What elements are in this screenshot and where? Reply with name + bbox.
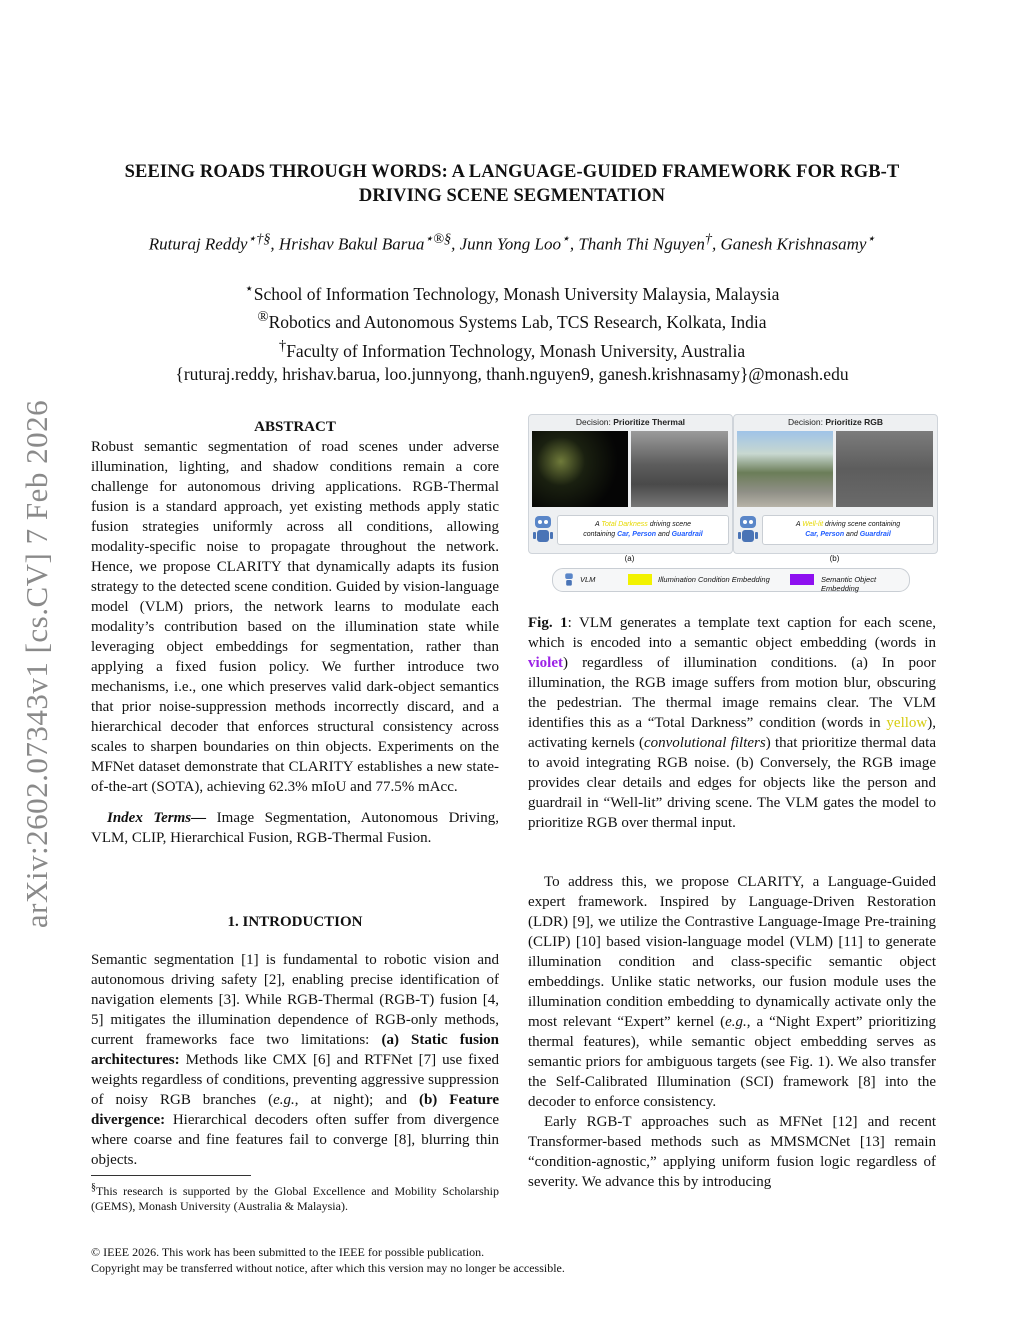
- footnote: [91, 1180, 499, 1214]
- cap-object-words: Guardrail: [859, 531, 891, 538]
- affil-mark: ⋆: [244, 281, 254, 297]
- fig-caption-text: [528, 613, 936, 833]
- cap-text: driving scene: [647, 521, 691, 528]
- footnote-mark: §: [91, 1182, 96, 1193]
- intro-bold: (a) Static fusion architectures:: [91, 1032, 499, 1068]
- author-affil-mark: ⋆: [560, 231, 570, 247]
- abstract-text: Robust semantic segmentation of road scenes under adverse illumination, lighting, and shadow conditions remain a core challenge for autonomous driving applications. RGB-Thermal fusion is a standard approach, yet existing methods apply static fusion strategies uniformly across all conditions, allowing modality-specific noise to propagate throughout the network. Hence, we propose CLARITY that dynamically adapts its fusion strategy to the detected scene condition. Guided by vision-language model (VLM) priors, the network learns to modulate each modality’s contribution based on the illumination state while leveraging object embeddings for segmentation, rather than applying a fixed fusion policy. We further introduce two mechanisms, i.e., one which preserves valid dark-object semantics that prior noise-suppression methods incorrectly discard, and a hierarchical decoder that enforces structural consistency across scales to sharpen boundaries on thin objects. Experiments on the MFNet dataset demonstrate that CLARITY establishes a new state-of-the-art (SOTA), achieving 62.3% mIoU and 77.5% mAcc.: [91, 439, 499, 795]
- fig-caption-part: ) regardless of illumination conditions. (a) In poor illumination, the RGB image suffers from motion blur, obscuring the pedestrian. The thermal image remains clear. The VLM identifies this as a “Total Darkness” condition (words in: [528, 655, 936, 731]
- index-terms-label: Index Terms—: [107, 810, 207, 826]
- fig-caption-violet: violet: [528, 655, 563, 671]
- rgb-night-image: [532, 431, 628, 507]
- affiliations: [60, 278, 964, 386]
- fig-caption-part: : VLM generates a template text caption for each scene, which is encoded into a semantic object embedding (words in: [528, 615, 936, 651]
- cap-text: and: [656, 531, 672, 538]
- cap-text: driving scene containing: [823, 521, 901, 528]
- body-paragraph: Early RGB-T approaches such as MFNet [12] and recent Transformer-based methods such as MMSMCNet [13] remain “condition-agnostic,” applying uniform fusion logic regardless of severity. We advance this by introducing: [528, 1114, 936, 1190]
- robot-icon: [563, 572, 575, 588]
- intro-bold: (b) Feature divergence:: [91, 1092, 499, 1128]
- panel-title-text: Decision:: [575, 417, 614, 427]
- panel-b-title: [734, 417, 937, 427]
- arxiv-stamp: [12, 380, 62, 948]
- body-text: To address this, we propose CLARITY, a Language-Guided expert framework. Inspired by Language-Driven Restoration (LDR) [9], we utilize the Contrastive Language-Image Pre-training (CLIP) [10] based vision-language model (VLM) [11] to generate illumination condition and class-specific semantic object embeddings. Unlike static networks, our fusion module uses the illumination condition embedding to dynamically activate only the most relevant “Expert” kernel (: [528, 874, 936, 1030]
- legend-vlm-label: VLM: [580, 575, 596, 584]
- author-separator: ,: [270, 234, 279, 254]
- intro-paragraph: [91, 950, 499, 1170]
- author-separator: ,: [451, 234, 460, 254]
- intro-heading: 1. INTRODUCTION: [227, 914, 363, 930]
- affiliation-line: [60, 278, 964, 306]
- panel-a-label: (a): [624, 554, 635, 563]
- intro-text: Semantic segmentation [1] is fundamental to robotic vision and autonomous driving safety [2], enabling precise identification of navigation elements [3]. While RGB-Thermal (RGB-T) fusion [4, 5] mitigates the illumination dependence of RGB-only methods, current frameworks face two limitations:: [91, 952, 499, 1048]
- paper-title: [80, 160, 944, 208]
- intro-text: Hierarchical decoders often suffer from divergence where coarse and fine features fail to converge [8], blurring thin objects.: [91, 1112, 499, 1168]
- cap-text: containing: [583, 531, 618, 538]
- cap-text: and: [844, 531, 860, 538]
- legend-semantic-swatch: [790, 574, 814, 585]
- figure-legend: [552, 568, 910, 592]
- intro-text: Methods like CMX [6] and RTFNet [7] use fixed weights regardless of conditions, preventing aggressive suppression of noisy RGB branches (: [91, 1052, 499, 1108]
- intro-italic: e.g.: [273, 1092, 295, 1108]
- thermal-day-image: [836, 431, 933, 507]
- copyright-notice: [91, 1244, 791, 1276]
- cap-text: A: [595, 521, 602, 528]
- abstract-heading: ABSTRACT: [254, 419, 336, 435]
- cap-object-words: Car, Person: [805, 531, 845, 538]
- abstract-section: [91, 417, 499, 848]
- author-affil-mark: ⋆®§: [424, 231, 452, 247]
- cap-illumination-word: Total Darkness: [601, 521, 648, 528]
- fig-caption-italic: convolutional filters: [643, 735, 766, 751]
- copyright-line-1: © IEEE 2026. This work has been submitted to the IEEE for possible publication.: [91, 1245, 485, 1259]
- author-name: Hrishav Bakul Barua: [278, 234, 425, 254]
- body-italic: e.g.: [725, 1014, 747, 1030]
- introduction-section: [91, 912, 499, 1170]
- panel-title-decision: Prioritize RGB: [825, 417, 883, 427]
- cap-object-words: Guardrail: [671, 531, 703, 538]
- fig-caption-part: ) that prioritize thermal data to avoid integrating RGB noise. (b) Conversely, the RGB image provides clear details and edges for objects like the person and guardrail in “Well-lit” driving scene. The VLM gates the model to prioritize RGB over thermal input.: [528, 735, 936, 831]
- affil-mark: ®: [257, 309, 269, 326]
- author-separator: ,: [711, 234, 721, 254]
- fig-caption-label: Fig. 1: [528, 615, 568, 631]
- legend-semantic-label: Semantic Object Embedding: [821, 575, 877, 593]
- panel-a-caption: [557, 515, 729, 545]
- thermal-night-image: [631, 431, 728, 507]
- author-name: Thanh Thi Nguyen: [578, 234, 705, 254]
- panel-a-title: [529, 417, 732, 427]
- author-name: Ganesh Krishnasamy: [720, 234, 867, 254]
- email-line: [60, 363, 964, 387]
- figure-panel-a: [528, 414, 733, 554]
- index-terms: [91, 808, 499, 848]
- footnote-rule: [91, 1175, 251, 1176]
- legend-illumination-swatch: [628, 574, 652, 585]
- cap-object-words: Car, Person: [617, 531, 657, 538]
- right-column-body: [528, 872, 936, 1192]
- figure-1: [528, 414, 936, 604]
- fig-caption-yellow: yellow: [886, 715, 928, 731]
- affiliation-line: [60, 306, 964, 334]
- robot-icon: [532, 513, 554, 547]
- affiliation-line: [60, 335, 964, 363]
- affil-mark: †: [278, 337, 287, 354]
- panel-b-caption: [762, 515, 934, 545]
- author-list: [60, 231, 964, 255]
- author-name: Ruturaj Reddy: [148, 234, 248, 254]
- panel-title-decision: Prioritize Thermal: [613, 417, 686, 427]
- fig-caption-part: ), activating kernels (: [528, 715, 936, 751]
- panel-b-label: (b): [829, 554, 840, 563]
- footnote-text: This research is supported by the Global Excellence and Mobility Scholarship (GEMS), Monash University (Australia & Malaysia).: [91, 1184, 499, 1213]
- rgb-day-image: [737, 431, 833, 507]
- cap-text: A: [795, 521, 803, 528]
- robot-icon: [737, 513, 759, 547]
- body-text: , a “Night Expert” prioritizing thermal features), while semantic object embedding serves as semantic priors for ambiguous targets (see Fig. 1). We also transfer the Self-Calibrated Illumination (SCI) framework [8] into the decoder to enforce consistency.: [528, 1014, 936, 1110]
- title-line-2: DRIVING SCENE SEGMENTATION: [358, 186, 666, 206]
- affil-text: School of Information Technology, Monash University Malaysia, Malaysia: [253, 283, 780, 304]
- title-line-1: SEEING ROADS THROUGH WORDS: A LANGUAGE-GUIDED FRAMEWORK FOR RGB-T: [124, 162, 900, 182]
- affil-text: Faculty of Information Technology, Monash University, Australia: [286, 340, 746, 361]
- figure-panel-b: [733, 414, 938, 554]
- arxiv-id: arXiv:2602.07343v1 [cs.CV] 7 Feb 2026: [19, 399, 54, 929]
- intro-text: , at night); and: [294, 1092, 419, 1108]
- body-paragraph: [528, 872, 936, 1112]
- author-affil-mark: ⋆: [866, 231, 876, 247]
- author-separator: ,: [569, 234, 579, 254]
- index-terms-text: Image Segmentation, Autonomous Driving, VLM, CLIP, Hierarchical Fusion, RGB-Thermal Fusion.: [91, 810, 499, 846]
- affil-emails: {ruturaj.reddy, hrishav.barua, loo.junnyong, thanh.nguyen9, ganesh.krishnasamy}@monash.edu: [175, 363, 849, 384]
- author-affil-mark: †: [704, 231, 712, 247]
- legend-illumination-label: Illumination Condition Embedding: [658, 575, 770, 584]
- author-name: Junn Yong Loo: [459, 234, 561, 254]
- panel-title-text: Decision:: [788, 417, 826, 427]
- cap-illumination-word: Well-lit: [802, 521, 824, 528]
- figure-1-caption: [528, 613, 936, 833]
- affil-text: Robotics and Autonomous Systems Lab, TCS Research, Kolkata, India: [268, 312, 767, 333]
- author-affil-mark: ⋆†§: [247, 231, 271, 247]
- copyright-line-2: Copyright may be transferred without notice, after which this version may no longer be accessible.: [91, 1261, 565, 1275]
